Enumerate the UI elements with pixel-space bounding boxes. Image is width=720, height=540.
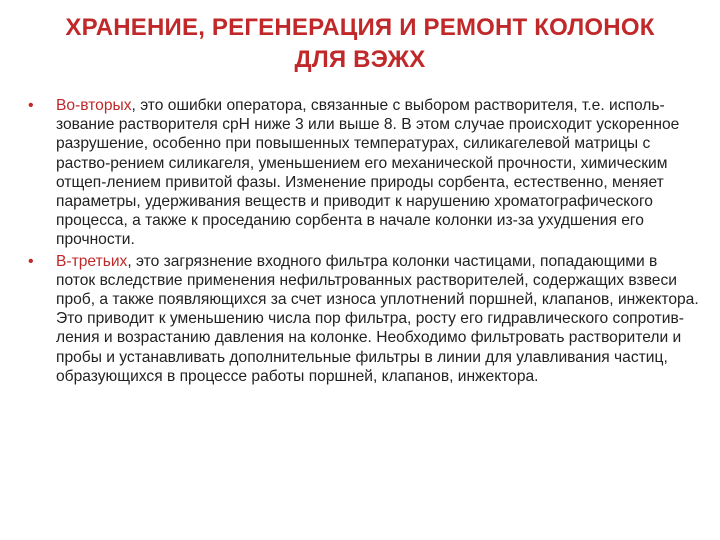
- bullet-item-2: [24, 252, 700, 386]
- slide-title: [40, 12, 680, 76]
- bullet-item-1: [24, 96, 700, 250]
- bullet-text-2: [56, 252, 700, 386]
- slide-title-line-1: ХРАНЕНИЕ, РЕГЕНЕРАЦИЯ И РЕМОНТ КОЛОНОК: [65, 14, 655, 41]
- slide-title-line-2: ДЛЯ ВЭЖХ: [294, 46, 426, 73]
- bullet-text-1: [56, 96, 700, 250]
- bullet-list: [24, 96, 700, 388]
- bullet-lead-1: Во-вторых: [56, 97, 132, 114]
- bullet-body-2: , это загрязнение входного фильтра колонки частицами, попадающими в поток вследствие применения нефильтрованных растворителей, содержащих взвеси проб, а также появляющихся за счет износа уплотнений поршней, клапанов, инжектора. Это приводит к уменьшению числа пор фильтра, росту его гидравлического сопротив-ления и возрастанию давления на колонке. Необходимо фильтровать растворители и пробы и устанавливать дополнительные фильтры в линии для улавливания частиц, образующихся в процессе работы поршней, клапанов, инжектора.: [56, 252, 699, 385]
- bullet-lead-2: В-третьих: [56, 252, 128, 270]
- bullet-dot-icon: •: [28, 97, 34, 114]
- bullet-body-1: , это ошибки оператора, связанные с выбором растворителя, т.е. исполь-зование растворителя срН ниже 3 или выше 8. В этом случае происходит ускоренное разрушение, особенно при повышенных температурах, силикагелевой матрицы с раство-рением силикагеля, уменьшением его механической прочности, химическим отщеп-лением привитой фазы. Изменение природы сорбента, естественно, меняет параметры, удерживания веществ и приводит к нарушению хроматографического процесса, а также к проседанию сорбента в начале колонки из-за ухудшения его прочности.: [56, 97, 680, 249]
- bullet-dot-icon: •: [28, 252, 34, 270]
